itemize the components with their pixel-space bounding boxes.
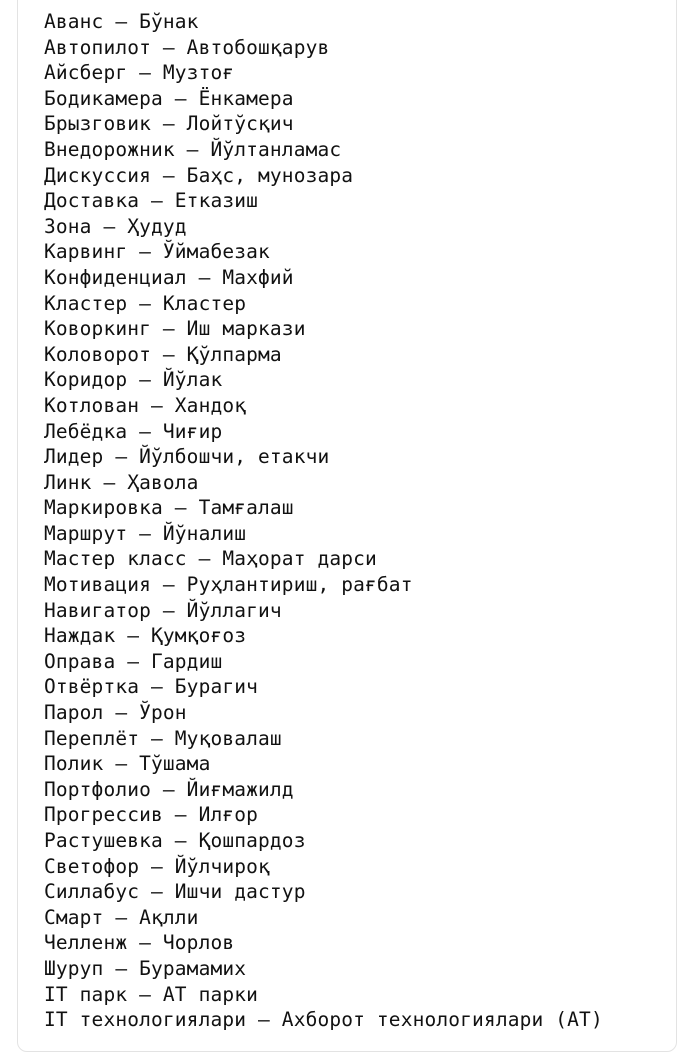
glossary-line: Наждак — Қумқоғоз [44, 624, 247, 648]
glossary-line: Конфиденциал — Махфий [44, 265, 294, 289]
glossary-line: Навигатор — Йўллагич [44, 598, 282, 622]
glossary-line: Портфолио — Йиғмажилд [44, 777, 294, 801]
glossary-line: Парол — Ўрон [44, 701, 187, 725]
glossary-line: Прогрессив — Илғор [44, 803, 259, 827]
code-block [17, 0, 677, 1052]
glossary-line: Аванс — Бўнак [44, 10, 199, 33]
glossary-line: Внедорожник — Йўлтанламас [44, 137, 342, 161]
glossary-line: Кластер — Кластер [44, 291, 247, 315]
glossary-line: Светофор — Йўлчироқ [44, 854, 270, 878]
glossary-line: Шуруп — Бурамамих [44, 956, 247, 980]
glossary-line: Коридор — Йўлак [44, 368, 223, 392]
glossary-line: Лидер — Йўлбошчи, етакчи [44, 445, 330, 469]
glossary-line: Оправа — Гардиш [44, 649, 223, 673]
glossary-line: Бодикамера — Ёнкамера [44, 86, 294, 110]
glossary-line: Котлован — Хандоқ [44, 393, 247, 417]
glossary-line: Челленж — Чорлов [44, 931, 235, 955]
glossary-line: Коловорот — Қўлпарма [44, 342, 282, 366]
glossary-line: IT технологиялари — Ахборот технологиялари (АТ) [44, 1008, 603, 1032]
glossary-line: Карвинг — Ўймабезак [44, 240, 270, 264]
glossary-line: Автопилот — Автобошқарув [44, 35, 330, 59]
glossary-line: Отвёртка — Бурагич [44, 675, 259, 699]
glossary-line: Маркировка — Тамғалаш [44, 496, 294, 520]
glossary-line: Дискуссия — Баҳс, мунозара [44, 163, 354, 187]
glossary-line: Зона — Ҳудуд [44, 214, 187, 238]
glossary-line: Переплёт — Муқовалаш [44, 726, 282, 750]
glossary-line: Смарт — Ақлли [44, 905, 199, 929]
glossary-line: IT парк — АТ парки [44, 982, 259, 1006]
glossary-line: Мотивация — Руҳлантириш, рағбат [44, 573, 413, 597]
glossary-line: Маршрут — Йўналиш [44, 521, 247, 545]
glossary-line: Растушевка — Қошпардоз [44, 829, 306, 852]
glossary-line: Айсберг — Музтоғ [44, 61, 235, 85]
glossary-lines [44, 9, 672, 1033]
glossary-line: Полик — Тўшама [44, 752, 211, 776]
glossary-line: Брызговик — Лойтўсқич [44, 112, 294, 136]
glossary-line: Коворкинг — Иш маркази [44, 317, 306, 341]
glossary-line: Лебёдка — Чиғир [44, 419, 223, 443]
glossary-line: Силлабус — Ишчи дастур [44, 880, 306, 904]
glossary-line: Линк — Ҳавола [44, 470, 199, 494]
glossary-line: Мастер класс — Маҳорат дарси [44, 547, 377, 571]
glossary-line: Доставка — Етказиш [44, 189, 259, 213]
